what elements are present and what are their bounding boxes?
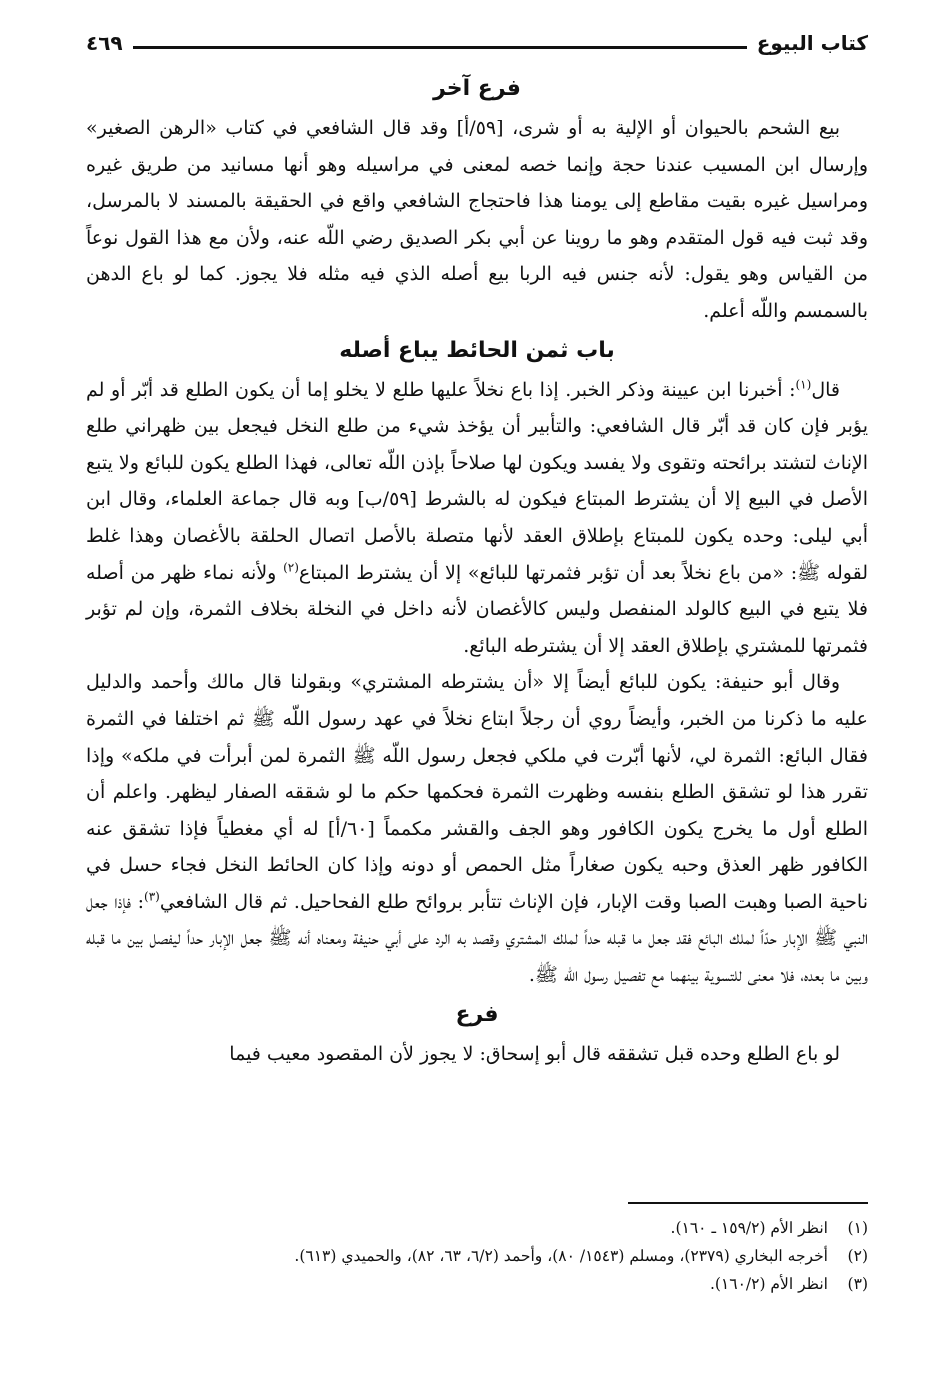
footnote-1: [86, 1214, 868, 1242]
paragraph-text: لو باع الطلع وحده قبل تشققه قال أبو إسحاق: لا يجوز لأن المقصود معيب فيما: [229, 1042, 840, 1065]
paragraph-text: بيع الشحم بالحيوان أو الإلية به أو شرى، [٥٩/أ] وقد قال الشافعي في كتاب «الرهن الصغير» وإرسال ابن المسيب عندنا حجة وإنما خصه لمعنى في مراسيله وهو أنها مسانيد من طريق غيره ومراسيل غيره بقيت مقاطع إلى يومنا هذا فاحتجاج الشافعي واقع في الحقيقة بالمسند لا بالمرسل، وقد ثبت فيه قول المتقدم وهو ما روينا عن أبي بكر الصديق رضي اللّه عنه، ولأن مع هذا القول نوعاً من القياس وهو يقول: لأنه جنس فيه الربا بيع أصله الذي فيه مثله فلا يجوز. كما لو باع الدهن بالسمسم واللّه أعلم.: [86, 117, 868, 322]
footnote-number: (١): [847, 1219, 868, 1237]
paragraph-text: : أخبرنا ابن عيينة وذكر الخبر. إذا باع نخلاً عليها طلع لا يخلو إما أن يكون الطلع قد أبّر أو لم يؤبر فإن كان قد أبّر قال الشافعي: والتأبير أن يؤخذ شيء من طلع النخل فيجعل بين ظهراني طلع الإناث لتشتد برائحته وتقوى ولا يفسد ويكون لها صلاحاً بإذن اللّه تعالى، فهذا الطلع يكون للبائع ولا يتبع الأصل في البيع إلا أن يشترط المبتاع فيكون له بالشرط [٥٩/ب] وبه قال جماعة العلماء، وقال ابن أبي ليلى: وحده يكون للمبتاع بإطلاق العقد لأنها متصلة بالأصل اتصال الحلقة بالأغصان وهذا غلط لقوله ﷺ: «من باع نخلاً بعد أن تؤبر فثمرتها للبائع» إلا أن يشترط المبتاع: [86, 378, 869, 584]
footnote-text: انظر الأم (١٥٩/٢ ـ ١٦٠).: [670, 1219, 828, 1237]
section-heading-far-akhar: فرع آخر: [433, 76, 521, 101]
footnote-2: [86, 1242, 868, 1270]
paragraph-pre: قال: [811, 378, 840, 401]
header-rule: [133, 46, 747, 49]
running-title: كتاب البيوع: [756, 31, 868, 55]
paragraph-text: وقال أبو حنيفة: يكون للبائع أيضاً إلا «أن يشترطه المشتري» وبقولنا قال مالك وأحمد والدليل عليه ما ذكرنا من الخبر، وأيضاً روي أن رجلاً ابتاع نخلاً في عهد رسول اللّه ﷺ ثم اختلفا في الثمرة فقال البائع: الثمرة لي، لأنها أبّرت في ملكي فجعل رسول اللّه ﷺ الثمرة لمن أبرأت في ملكه» وإذا تقرر هذا لو تشقق الطلع بنفسه وظهرت الثمرة فحكمها حكم ما لو شققه الصفار ليظهر. واعلم أن الطلع أول ما يخرج يكون الكافور وهو الجف والقشر مكمماً [٦٠/أ] له أي مغطياً فإذا تشقق عنه الكافور ظهر العذق وحبه يكون صغاراً مثل الحمص أو دونه وإذا كان الحائط النخل فجاء حسل في ناحية الصبا وهبت الصبا وقت الإبار، فإن الإناث تتأبر بروائح طلع الفحاحيل. ثم قال الشافعي: [86, 671, 868, 913]
page-number: ٤٦٩: [86, 31, 123, 55]
footnote-text: أخرجه البخاري (٢٣٧٩)، ومسلم (١٥٤٣/ ٨٠)، وأحمد (٦/٢، ٦٣، ٨٢)، والحميدي (٦١٣).: [294, 1247, 828, 1265]
paragraph-qala: [86, 372, 868, 665]
footnote-3: [86, 1270, 868, 1298]
paragraph-abu-hanifa: [86, 664, 868, 993]
page-header: [86, 26, 868, 60]
footnote-number: (٣): [847, 1275, 868, 1293]
footnote-text: انظر الأم (١٦٠/٢).: [709, 1275, 828, 1293]
footnote-rule: [628, 1202, 868, 1204]
footnote-ref-2[interactable]: (٢): [283, 560, 299, 575]
main-text: [86, 68, 868, 1072]
section-heading-far: فرع: [455, 1001, 499, 1027]
footnote-number: (٢): [847, 1247, 868, 1265]
footnote-ref-1[interactable]: (١): [795, 377, 812, 392]
paragraph-talaa: [86, 1036, 868, 1073]
footnotes: [86, 1202, 868, 1298]
section-heading-bab: باب ثمن الحائط يباع أصله: [339, 337, 615, 363]
paragraph-post: ولأنه نماء ظهر من أصله فلا يتبع في البيع كالولد المنفصل وليس كالأغصان لأنه داخل في النخلة بخلاف الثمرة، وإن لم تؤبر فثمرتها للمشتري بإطلاق العقد إلا أن يشترطه البائع.: [86, 561, 868, 657]
paragraph-post: : فإذا جعل النبي ﷺ الإبار حدّاً لملك البائع فقد جعل ما قبله حداً لملك المشتري وقصد به الرد على أبي حنيفة ومعناه أنه ﷺ جعل الإبار حداً ليفصل بين ما قبله وبين ما بعده، فلا معنى للتسوية بينهما مع تفصيل رسول اللّه ﷺ.: [86, 890, 868, 987]
footnote-ref-3[interactable]: (٣): [144, 889, 160, 904]
paragraph-shahm: [86, 110, 868, 330]
